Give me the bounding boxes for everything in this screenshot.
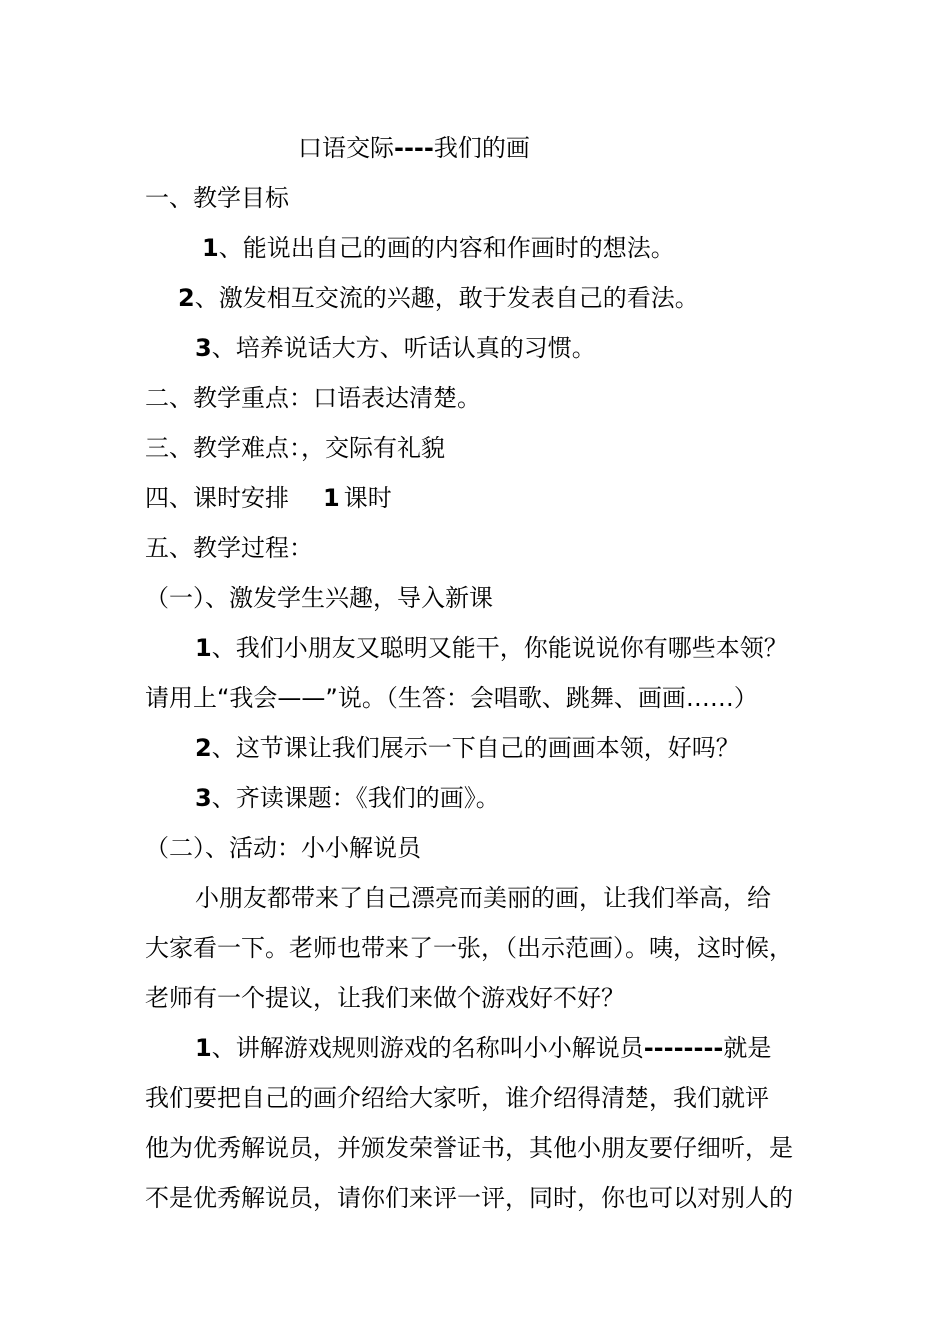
rule-dashes: -------- — [643, 1034, 724, 1062]
schedule-number: 1 — [323, 484, 340, 512]
difficulty-line: 三、教学难点：，交际有礼貌 — [145, 434, 445, 462]
paragraph-2-number: 2 — [195, 734, 212, 762]
process-heading: 五、教学过程： — [145, 534, 313, 562]
activity-paragraph-line-b: 大家看一下。老师也带来了一张，（出示范画）。咦，这时候， — [145, 934, 793, 962]
paragraph-1-line-b: 请用上“我会——”说。（生答：会唱歌、跳舞、画画……） — [145, 684, 758, 712]
document-title — [298, 133, 530, 163]
activity-paragraph-line-a: 小朋友都带来了自己漂亮而美丽的画，让我们举高，给 — [195, 884, 771, 912]
goal-item-3-number: 3 — [195, 334, 212, 362]
title-suffix: 我们的画 — [433, 134, 530, 162]
focus-line: 二、教学重点：口语表达清楚。 — [145, 384, 481, 412]
paragraph-1-number: 1 — [195, 634, 212, 662]
goal-heading: 一、教学目标 — [145, 184, 289, 212]
schedule-line — [145, 483, 392, 513]
goal-item-2 — [178, 283, 699, 313]
rule-text-a2: 就是 — [723, 1034, 772, 1062]
paragraph-2 — [195, 733, 740, 763]
paragraph-1-text-a: 、我们小朋友又聪明又能干，你能说说你有哪些本领？ — [211, 634, 788, 662]
rule-text-a: 、讲解游戏规则游戏的名称叫小小解说员 — [211, 1034, 644, 1062]
schedule-unit: 课时 — [343, 484, 392, 512]
part2-heading: （二）、活动：小小解说员 — [145, 834, 421, 862]
paragraph-2-text: 、这节课让我们展示一下自己的画画本领，好吗？ — [211, 734, 740, 762]
paragraph-3 — [195, 783, 500, 813]
rule-line-d: 不是优秀解说员，请你们来评一评，同时，你也可以对别人的 — [145, 1184, 793, 1212]
goal-item-2-number: 2 — [178, 284, 195, 312]
rule-line-c: 他为优秀解说员，并颁发荣誉证书，其他小朋友要仔细听，是 — [145, 1134, 793, 1162]
title-prefix: 口语交际 — [298, 134, 394, 162]
goal-item-2-text: 、激发相互交流的兴趣，敢于发表自己的看法。 — [194, 284, 699, 312]
paragraph-1-line-a — [195, 633, 788, 663]
activity-paragraph-line-c: 老师有一个提议，让我们来做个游戏好不好？ — [145, 984, 625, 1012]
paragraph-3-number: 3 — [195, 784, 212, 812]
rule-line-b: 我们要把自己的画介绍给大家听，谁介绍得清楚，我们就评 — [145, 1084, 769, 1112]
goal-item-1-text: 、能说出自己的画的内容和作画时的想法。 — [218, 234, 675, 262]
goal-item-1-number: 1 — [202, 234, 219, 262]
paragraph-3-text: 、齐读课题：《我们的画》。 — [211, 784, 500, 812]
rule-number: 1 — [195, 1034, 212, 1062]
goal-item-1 — [202, 233, 675, 263]
goal-item-3 — [195, 333, 596, 363]
title-dashes: ---- — [394, 134, 434, 162]
rule-line-a — [195, 1033, 771, 1063]
part1-heading: （一）、激发学生兴趣，导入新课 — [145, 584, 493, 612]
schedule-label: 四、课时安排 — [145, 484, 289, 512]
goal-item-3-text: 、培养说话大方、听话认真的习惯。 — [211, 334, 596, 362]
